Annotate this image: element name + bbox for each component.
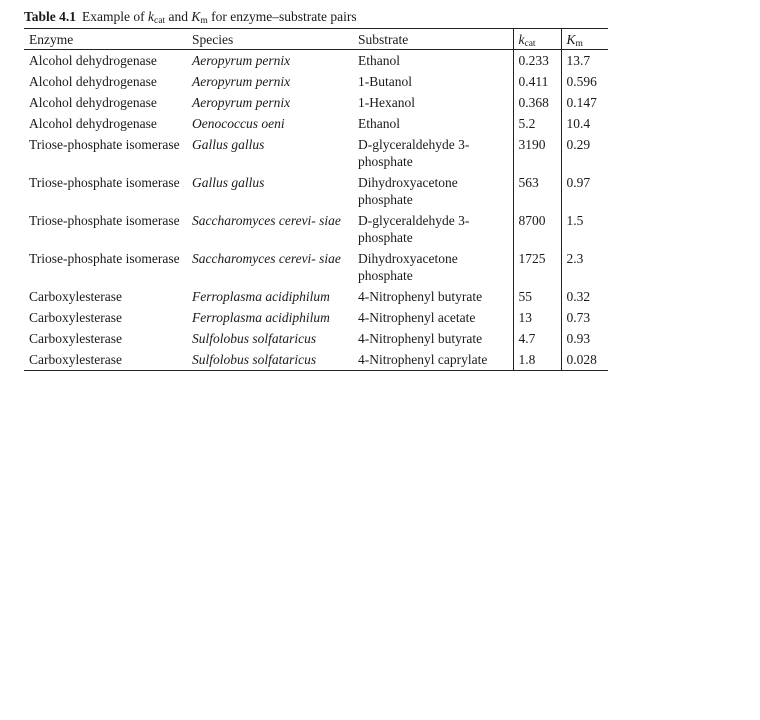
header-species: Species [192, 32, 234, 47]
cell-substrate: D-glyceraldehyde 3-phosphate [358, 137, 470, 169]
cell-substrate: 1-Hexanol [358, 95, 415, 110]
cell-species: Saccharomyces cerevi- siae [192, 213, 341, 228]
cell-species: Oenococcus oeni [192, 116, 285, 131]
cell-enzyme: Alcohol dehydrogenase [29, 53, 157, 68]
cell-species: Gallus gallus [192, 175, 265, 190]
cell-kcat: 0.368 [513, 92, 561, 113]
cell-species: Gallus gallus [192, 137, 265, 152]
table-row [24, 92, 608, 113]
header-enzyme: Enzyme [29, 32, 74, 47]
cell-kcat: 13 [513, 307, 561, 328]
header-kcat [513, 29, 561, 50]
cell-enzyme: Carboxylesterase [29, 310, 122, 325]
cell-species: Aeropyrum pernix [192, 95, 291, 110]
cell-km: 1.5 [561, 210, 608, 248]
cell-km: 0.73 [561, 307, 608, 328]
cell-substrate: 4-Nitrophenyl caprylate [358, 352, 488, 367]
cell-enzyme: Triose-phosphate isomerase [29, 137, 180, 152]
cell-species: Sulfolobus solfataricus [192, 352, 317, 367]
table-row [24, 286, 608, 307]
cell-kcat: 55 [513, 286, 561, 307]
cell-kcat: 0.233 [513, 50, 561, 72]
header-km-subscript: m [575, 39, 583, 49]
cell-kcat: 4.7 [513, 328, 561, 349]
cell-km: 13.7 [561, 50, 608, 72]
cell-km: 0.29 [561, 134, 608, 172]
cell-enzyme: Carboxylesterase [29, 289, 122, 304]
table-body [24, 50, 608, 371]
caption-text-and: and [165, 9, 192, 24]
cell-kcat: 0.411 [513, 71, 561, 92]
table-row [24, 248, 608, 286]
cell-species: Ferroplasma acidiphilum [192, 289, 330, 304]
header-km [561, 29, 608, 50]
cell-km: 0.028 [561, 349, 608, 371]
header-substrate: Substrate [358, 32, 409, 47]
caption-text-after: for enzyme–substrate pairs [207, 9, 357, 24]
cell-substrate: Dihydroxyacetone phosphate [358, 175, 458, 207]
cell-substrate: 4-Nitrophenyl acetate [358, 310, 476, 325]
cell-enzyme: Alcohol dehydrogenase [29, 74, 157, 89]
caption-km-symbol: K [191, 9, 201, 24]
document-page [24, 8, 608, 371]
cell-species: Aeropyrum pernix [192, 53, 291, 68]
cell-enzyme: Triose-phosphate isomerase [29, 251, 180, 266]
cell-enzyme: Alcohol dehydrogenase [29, 116, 157, 131]
cell-substrate: D-glyceraldehyde 3-phosphate [358, 213, 470, 245]
cell-km: 0.147 [561, 92, 608, 113]
cell-species: Aeropyrum pernix [192, 74, 291, 89]
cell-enzyme: Carboxylesterase [29, 331, 122, 346]
cell-kcat: 5.2 [513, 113, 561, 134]
cell-substrate: Ethanol [358, 53, 400, 68]
caption-km-subscript: m [200, 16, 208, 26]
header-kcat-symbol: k [518, 32, 525, 47]
cell-species: Sulfolobus solfataricus [192, 331, 317, 346]
cell-species: Ferroplasma acidiphilum [192, 310, 330, 325]
cell-km: 2.3 [561, 248, 608, 286]
cell-kcat: 8700 [513, 210, 561, 248]
cell-km: 10.4 [561, 113, 608, 134]
header-km-symbol: K [566, 32, 576, 47]
cell-enzyme: Alcohol dehydrogenase [29, 95, 157, 110]
cell-substrate: 1-Butanol [358, 74, 412, 89]
cell-km: 0.93 [561, 328, 608, 349]
header-kcat-subscript: cat [524, 39, 536, 49]
table-row [24, 113, 608, 134]
table-row [24, 134, 608, 172]
cell-enzyme: Triose-phosphate isomerase [29, 213, 180, 228]
caption-text-before: Example of [82, 9, 149, 24]
cell-km: 0.596 [561, 71, 608, 92]
table-row [24, 307, 608, 328]
table-row [24, 50, 608, 72]
table-row [24, 172, 608, 210]
cell-enzyme: Triose-phosphate isomerase [29, 175, 180, 190]
cell-kcat: 1725 [513, 248, 561, 286]
cell-species: Saccharomyces cerevi- siae [192, 251, 341, 266]
table-row [24, 328, 608, 349]
table-caption [24, 8, 608, 28]
cell-kcat: 1.8 [513, 349, 561, 371]
cell-kcat: 3190 [513, 134, 561, 172]
table-header-row [24, 29, 608, 50]
table-row [24, 71, 608, 92]
cell-substrate: 4-Nitrophenyl butyrate [358, 331, 483, 346]
cell-kcat: 563 [513, 172, 561, 210]
cell-substrate: Ethanol [358, 116, 400, 131]
enzyme-kinetics-table [24, 28, 608, 371]
table-label: Table 4.1 [24, 9, 77, 24]
table-row [24, 349, 608, 371]
caption-kcat-symbol: k [148, 9, 155, 24]
table-row [24, 210, 608, 248]
caption-kcat-subscript: cat [154, 16, 166, 26]
cell-enzyme: Carboxylesterase [29, 352, 122, 367]
cell-substrate: Dihydroxyacetone phosphate [358, 251, 458, 283]
cell-substrate: 4-Nitrophenyl butyrate [358, 289, 483, 304]
cell-km: 0.97 [561, 172, 608, 210]
cell-km: 0.32 [561, 286, 608, 307]
